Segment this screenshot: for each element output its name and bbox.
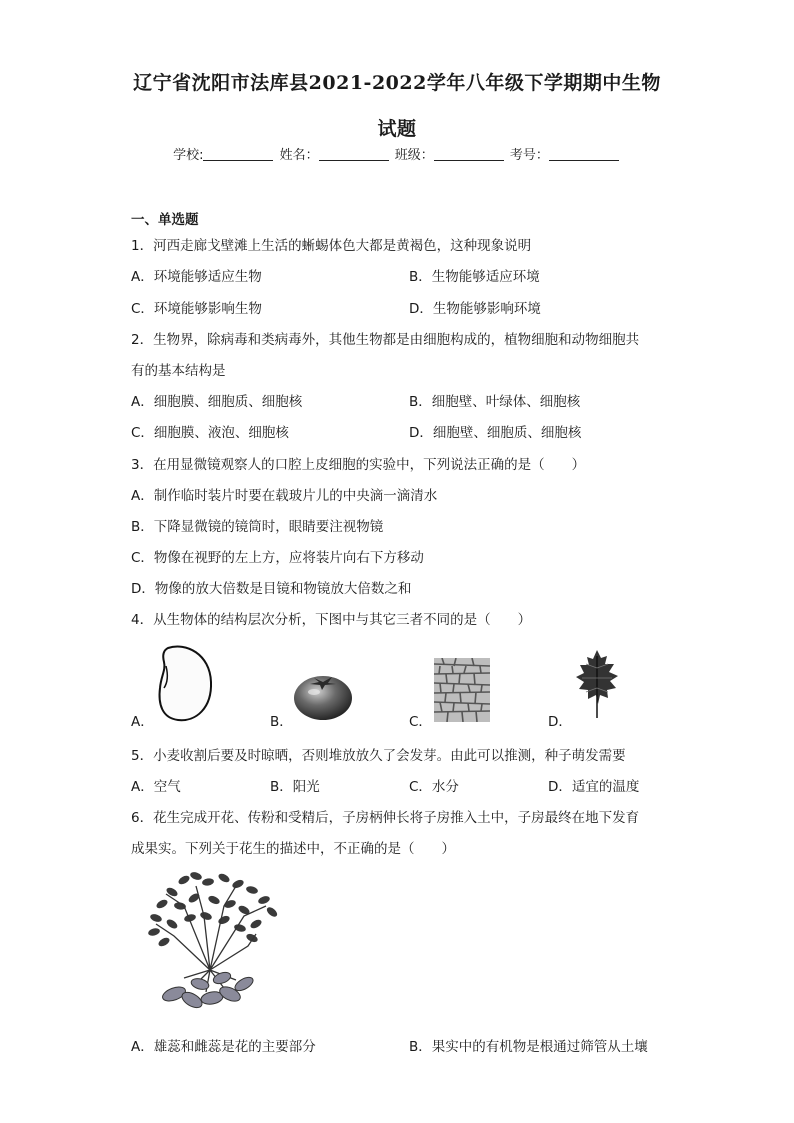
q1-option-d[interactable]: D．生物能够影响环境 [409,301,541,317]
q6-option-a[interactable]: A．雄蕊和雌蕊是花的主要部分 [131,1039,316,1055]
q2-option-d[interactable]: D．细胞壁、细胞质、细胞核 [409,425,582,441]
q4-option-c[interactable]: C． [409,714,432,730]
q4-option-a[interactable]: A． [131,714,154,730]
question-6-stem-cont: 成果实。下列关于花生的描述中，不正确的是（ ） [131,841,455,857]
q4-option-b[interactable]: B． [270,714,293,730]
q5-option-d[interactable]: D．适宜的温度 [548,779,640,795]
q5-option-b[interactable]: B．阳光 [270,779,320,795]
question-4-stem: 4．从生物体的结构层次分析，下图中与其它三者不同的是（ ） [131,612,532,628]
question-3-stem: 3．在用显微镜观察人的口腔上皮细胞的实验中，下列说法正确的是（ ） [131,457,586,473]
question-5-stem: 5．小麦收割后要及时晾晒，否则堆放放久了会发芽。由此可以推测，种子萌发需要 [131,748,626,764]
q1-option-c[interactable]: C．环境能够影响生物 [131,301,262,317]
class-label: 班级： [394,148,434,163]
q1-option-b[interactable]: B．生物能够适应环境 [409,269,540,285]
number-blank[interactable] [549,147,619,161]
tomato-image [292,666,354,722]
q2-option-c[interactable]: C．细胞膜、液泡、细胞核 [131,425,289,441]
bean-seed-image [156,644,214,724]
q6-option-b[interactable]: B．果实中的有机物是根通过筛管从土壤 [409,1039,648,1055]
student-info-row [0,144,794,163]
leaf-image [572,648,622,720]
question-6-stem: 6．花生完成开花、传粉和受精后，子房柄伸长将子房推入土中，子房最终在地下发育 [131,810,640,826]
school-blank[interactable] [203,147,273,161]
q1-option-a[interactable]: A．环境能够适应生物 [131,269,262,285]
q3-option-d[interactable]: D．物像的放大倍数是目镜和物镜放大倍数之和 [131,581,412,597]
q2-option-a[interactable]: A．细胞膜、细胞质、细胞核 [131,394,303,410]
question-2-stem: 2．生物界，除病毒和类病毒外，其他生物都是由细胞构成的，植物细胞和动物细胞共 [131,332,640,348]
question-1-stem: 1．河西走廊戈壁滩上生活的蜥蜴体色大都是黄褐色，这种现象说明 [131,238,532,254]
peanut-plant-image [144,866,284,1016]
q3-option-a[interactable]: A．制作临时装片时要在载玻片儿的中央滴一滴清水 [131,488,438,504]
class-blank[interactable] [434,147,504,161]
exam-title: 辽宁省沈阳市法库县2021-2022学年八年级下学期期中生物 [133,72,661,94]
q2-option-b[interactable]: B．细胞壁、叶绿体、细胞核 [409,394,581,410]
q3-option-c[interactable]: C．物像在视野的左上方，应将装片向右下方移动 [131,550,424,566]
q3-option-b[interactable]: B．下降显微镜的镜筒时，眼睛要注视物镜 [131,519,384,535]
plant-tissue-image [434,658,490,722]
question-2-stem-cont: 有的基本结构是 [131,363,226,379]
q5-option-c[interactable]: C．水分 [409,779,459,795]
q4-option-d[interactable]: D． [548,714,572,730]
number-label: 考号： [509,148,549,163]
school-label: 学校: [173,148,204,163]
q5-option-a[interactable]: A．空气 [131,779,181,795]
name-label: 姓名： [279,148,319,163]
name-blank[interactable] [319,147,389,161]
section-title: 一、单选题 [131,212,199,228]
exam-title-continued: 试题 [377,118,417,140]
